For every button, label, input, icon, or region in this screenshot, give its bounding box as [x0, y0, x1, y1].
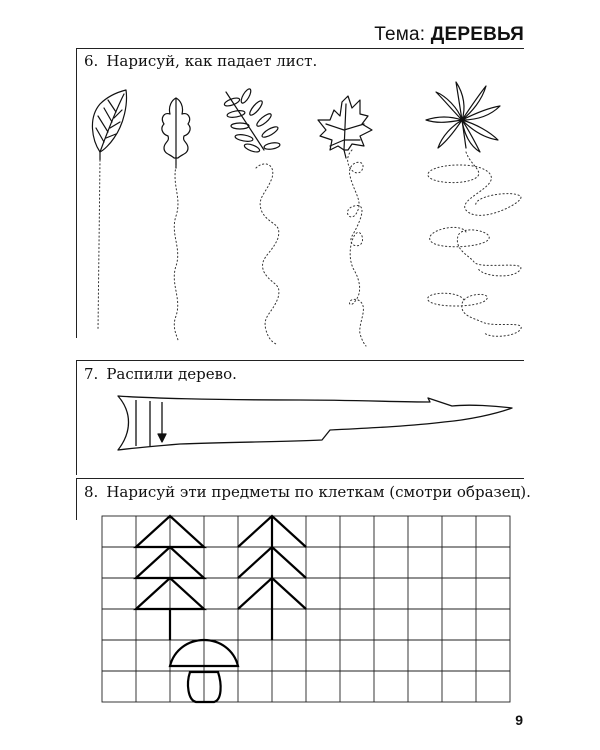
path-gentle-wave	[174, 166, 178, 340]
path-loops	[347, 150, 366, 346]
topic-title: ДЕРЕВЬЯ	[430, 24, 524, 45]
tree-log	[118, 396, 512, 450]
rowan-leaf-icon	[223, 88, 280, 154]
task-7-number: 7.	[84, 365, 99, 383]
task-8-text: Нарисуй эти предметы по клеткам (смотри образец).	[106, 483, 531, 501]
chestnut-leaf-icon	[426, 82, 500, 152]
task-7-text: Распили дерево.	[106, 365, 237, 383]
topic-prefix: Тема:	[374, 24, 431, 45]
task-6-text: Нарисуй, как падает лист.	[106, 52, 318, 70]
oak-leaf-icon	[162, 98, 190, 168]
path-wave	[256, 164, 279, 344]
maple-leaf-icon	[318, 96, 372, 158]
page-number: 9	[515, 712, 523, 728]
falling-paths	[98, 150, 521, 346]
saw-arrow-icon	[158, 434, 166, 442]
birch-leaf-icon	[92, 90, 126, 160]
task-8-number: 8.	[84, 483, 99, 501]
path-straight	[98, 160, 100, 330]
path-spiral	[428, 152, 522, 336]
log-outline	[118, 396, 512, 450]
task-6-number: 6.	[84, 52, 99, 70]
